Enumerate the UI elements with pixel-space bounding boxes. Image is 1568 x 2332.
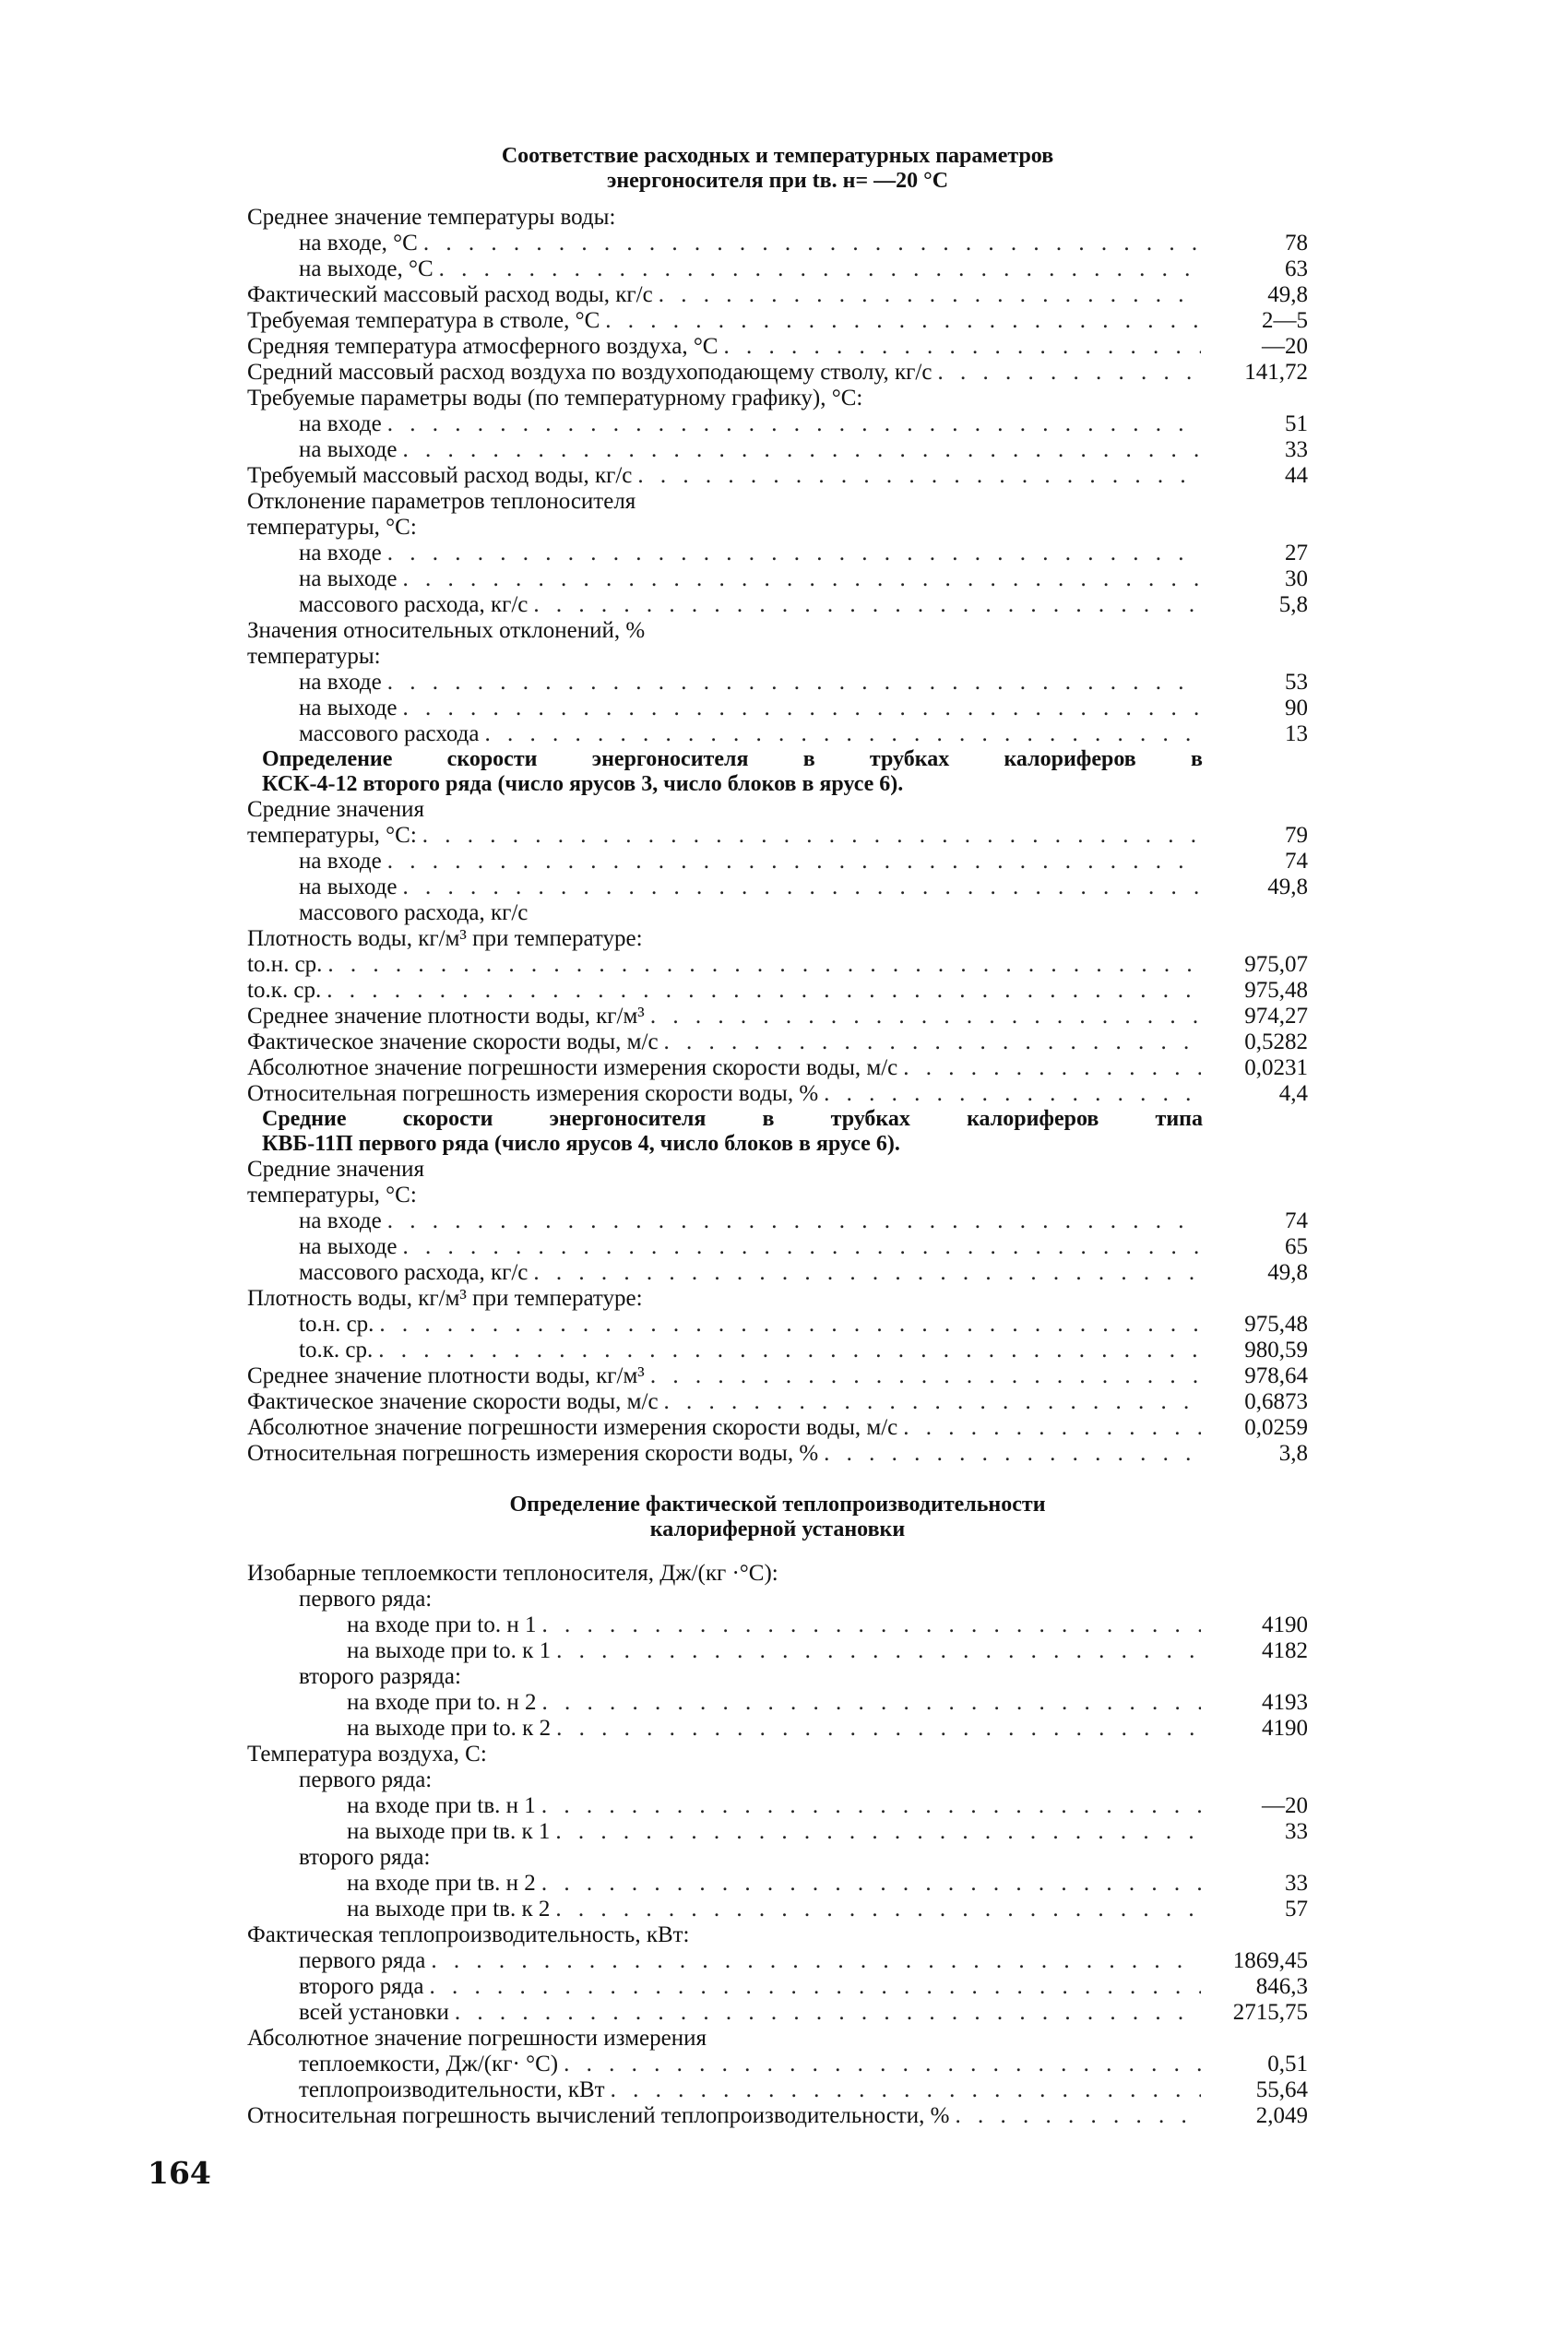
row-label: Изобарные теплоемкости теплоносителя, Дж/(кг ·°С):	[247, 1561, 778, 1586]
section1-title: Соответствие расходных и температурных параметров	[501, 144, 1054, 168]
dot-leader	[664, 1029, 1201, 1055]
row-value: 975,48	[1244, 978, 1308, 1003]
dot-leader	[387, 849, 1201, 874]
dot-leader	[402, 437, 1201, 463]
dot-leader	[429, 1974, 1201, 2000]
row-value: 0,0231	[1244, 1055, 1308, 1080]
table-row	[247, 1260, 1308, 1286]
row-label: на входе при tо. н 1	[347, 1612, 537, 1637]
table-row	[247, 256, 1308, 282]
dot-leader	[533, 1260, 1201, 1286]
dot-leader	[611, 2077, 1201, 2103]
table-row	[247, 1208, 1308, 1234]
table-row	[247, 2000, 1308, 2026]
row-label: Абсолютное значение погрешности измерения	[247, 2026, 707, 2051]
row-label: на входе	[299, 1208, 382, 1233]
table-row	[247, 670, 1308, 696]
dot-leader	[564, 2052, 1201, 2077]
spacer	[247, 194, 1308, 205]
row-label: первого ряда:	[299, 1587, 433, 1612]
row-value: —20	[1262, 334, 1308, 359]
dot-leader	[824, 1081, 1201, 1107]
section3-title-line1: Средние скорости энергоносителя в трубках калориферов типа	[262, 1107, 1203, 1131]
row-label: Относительная погрешность измерения скорости воды, %	[247, 1441, 819, 1466]
row-value: 3,8	[1278, 1441, 1308, 1466]
dot-leader	[664, 1389, 1201, 1415]
table-row	[247, 696, 1308, 721]
dot-leader	[903, 1415, 1201, 1441]
table-row	[247, 978, 1308, 1004]
table-row	[247, 205, 1308, 231]
table-row	[247, 2026, 1308, 2052]
row-value: 78	[1285, 231, 1308, 256]
dot-leader	[824, 1441, 1201, 1467]
table-row	[247, 1638, 1308, 1664]
row-value: 974,27	[1244, 1004, 1308, 1029]
table-row	[247, 721, 1308, 747]
section3-rows	[247, 1157, 1308, 1467]
row-value: 0,5282	[1244, 1029, 1308, 1054]
dot-leader	[402, 696, 1201, 721]
row-label: tо.к. ср.	[247, 978, 322, 1003]
table-row	[247, 1793, 1308, 1819]
row-label: Температура воздуха, С:	[247, 1742, 487, 1767]
table-row	[247, 644, 1308, 670]
table-row	[247, 308, 1308, 334]
dot-leader	[903, 1055, 1201, 1081]
row-label: Средние значения	[247, 797, 425, 822]
dot-leader	[402, 874, 1201, 900]
row-value: 0,0259	[1244, 1415, 1308, 1440]
table-row	[247, 411, 1308, 437]
row-value: 65	[1285, 1234, 1308, 1259]
row-label: температуры, °С:	[247, 1183, 417, 1208]
table-row	[247, 1312, 1308, 1338]
table-row	[247, 1363, 1308, 1389]
dot-leader	[556, 1716, 1201, 1742]
row-value: 33	[1285, 1819, 1308, 1844]
dot-leader	[555, 1897, 1201, 1922]
table-row	[247, 1338, 1308, 1363]
table-row	[247, 566, 1308, 592]
row-value: 30	[1285, 566, 1308, 591]
row-value: 980,59	[1244, 1338, 1308, 1362]
section2-title-line1: Определение скорости энергоносителя в трубках калориферов в	[262, 747, 1203, 771]
table-row	[247, 1081, 1308, 1107]
table-row	[247, 1612, 1308, 1638]
table-row	[247, 2103, 1308, 2129]
row-label: Средние значения	[247, 1157, 425, 1182]
row-label: Среднее значение плотности воды, кг/м³	[247, 1004, 645, 1029]
table-row	[247, 1157, 1308, 1183]
table-row	[247, 926, 1308, 952]
table-row	[247, 2052, 1308, 2077]
table-row	[247, 1819, 1308, 1845]
row-label: температуры:	[247, 644, 381, 669]
row-value: 44	[1285, 463, 1308, 488]
table-row	[247, 1922, 1308, 1948]
dot-leader	[423, 231, 1201, 256]
row-label: массового расхода, кг/с	[299, 1260, 529, 1285]
dot-leader	[455, 2000, 1201, 2026]
row-label: на входе	[299, 849, 382, 874]
table-row	[247, 1948, 1308, 1974]
row-label: массового расхода, кг/с	[299, 900, 529, 925]
row-value: 975,07	[1244, 952, 1308, 977]
row-label: на выходе при tо. к 2	[347, 1716, 552, 1741]
page-number: 164	[148, 2155, 211, 2191]
section2-title-line2: КСК-4-12 второго ряда (число ярусов 3, число блоков в ярусе 6).	[262, 772, 904, 796]
dot-leader	[542, 1612, 1201, 1638]
row-label: Среднее значение температуры воды:	[247, 205, 616, 230]
row-value: 975,48	[1244, 1312, 1308, 1337]
table-row	[247, 900, 1308, 926]
row-value: 5,8	[1278, 592, 1308, 617]
row-value: 2—5	[1262, 308, 1308, 333]
row-label: на входе при tв. н 1	[347, 1793, 536, 1818]
row-value: 57	[1285, 1897, 1308, 1922]
table-row	[247, 1441, 1308, 1467]
row-value: 33	[1285, 437, 1308, 462]
row-label: Фактический массовый расход воды, кг/с	[247, 282, 653, 307]
table-row	[247, 618, 1308, 644]
section2-title	[262, 747, 1203, 797]
table-row	[247, 1389, 1308, 1415]
row-value: 4,4	[1278, 1081, 1308, 1106]
row-label: Средний массовый расход воздуха по воздухоподающему стволу, кг/с	[247, 360, 932, 385]
row-label: Относительная погрешность вычислений теплопроизводительности, %	[247, 2103, 950, 2128]
table-row	[247, 592, 1308, 618]
row-label: на входе	[299, 541, 382, 565]
row-value: 49,8	[1267, 1260, 1308, 1285]
dot-leader	[431, 1948, 1201, 1974]
table-row	[247, 360, 1308, 386]
dot-leader	[541, 1871, 1201, 1897]
row-label: второго ряда	[299, 1974, 424, 1999]
dot-leader	[378, 1338, 1201, 1363]
table-row	[247, 1561, 1308, 1587]
row-value: 4190	[1262, 1716, 1308, 1741]
table-row	[247, 231, 1308, 256]
dot-leader	[327, 978, 1201, 1004]
table-row	[247, 463, 1308, 489]
dot-leader	[327, 952, 1201, 978]
table-row	[247, 1974, 1308, 2000]
row-label: на входе, °С	[299, 231, 418, 256]
table-row	[247, 1767, 1308, 1793]
row-value: 846,3	[1255, 1974, 1308, 1999]
table-row	[247, 515, 1308, 541]
table-row	[247, 386, 1308, 411]
row-label: массового расхода	[299, 721, 480, 746]
row-label: на входе при tв. н 2	[347, 1871, 536, 1896]
row-label: теплопроизводительности, кВт	[299, 2077, 605, 2102]
dot-leader	[555, 1819, 1201, 1845]
table-row	[247, 489, 1308, 515]
row-label: первого ряда	[299, 1948, 426, 1973]
row-value: 49,8	[1267, 282, 1308, 307]
row-value: 49,8	[1267, 874, 1308, 899]
row-label: Средняя температура атмосферного воздуха, °С	[247, 334, 719, 359]
row-label: tо.н. ср.	[247, 952, 323, 977]
row-label: Абсолютное значение погрешности измерения скорости воды, м/с	[247, 1055, 898, 1080]
row-label: второго ряда:	[299, 1845, 431, 1870]
row-value: 74	[1285, 849, 1308, 874]
table-row	[247, 1004, 1308, 1029]
row-value: 27	[1285, 541, 1308, 565]
section1-rows	[247, 205, 1308, 747]
table-row	[247, 282, 1308, 308]
table-row	[247, 1845, 1308, 1871]
row-label: на выходе при tв. к 1	[347, 1819, 551, 1844]
row-label: на выходе, °С	[299, 256, 434, 281]
dot-leader	[556, 1638, 1201, 1664]
row-label: на выходе	[299, 696, 398, 720]
row-value: 4190	[1262, 1612, 1308, 1637]
row-value: 141,72	[1244, 360, 1308, 385]
table-row	[247, 1055, 1308, 1081]
row-label: массового расхода, кг/с	[299, 592, 529, 617]
section3-title-line2: КВБ-11П первого ряда (число ярусов 4, число блоков в ярусе 6).	[262, 1132, 900, 1156]
table-row	[247, 797, 1308, 823]
table-row	[247, 1415, 1308, 1441]
table-row	[247, 1587, 1308, 1612]
table-row	[247, 1286, 1308, 1312]
row-label: на выходе при tо. к 1	[347, 1638, 552, 1663]
table-row	[247, 952, 1308, 978]
row-label: температуры, °С:	[247, 823, 417, 848]
row-label: на выходе	[299, 874, 398, 899]
table-row	[247, 1871, 1308, 1897]
row-label: Фактическое значение скорости воды, м/с	[247, 1029, 659, 1054]
row-value: 1869,45	[1232, 1948, 1308, 1973]
row-label: Абсолютное значение погрешности измерения скорости воды, м/с	[247, 1415, 898, 1440]
table-row	[247, 2077, 1308, 2103]
row-value: 51	[1285, 411, 1308, 436]
row-value: 4193	[1262, 1690, 1308, 1715]
row-value: 0,51	[1267, 2052, 1308, 2076]
section4-title-line2: калориферной установки	[649, 1517, 906, 1541]
row-label: на выходе	[299, 566, 398, 591]
row-label: первого ряда:	[299, 1767, 433, 1792]
row-label: Плотность воды, кг/м³ при температуре:	[247, 926, 643, 951]
row-label: Относительная погрешность измерения скорости воды, %	[247, 1081, 819, 1106]
table-row	[247, 1897, 1308, 1922]
dot-leader	[637, 463, 1201, 489]
table-row	[247, 437, 1308, 463]
section1-subtitle: энергоносителя при tв. н= —20 °С	[606, 169, 949, 193]
row-label: tо.н. ср.	[299, 1312, 374, 1337]
row-label: Плотность воды, кг/м³ при температуре:	[247, 1286, 643, 1311]
row-label: температуры, °С:	[247, 515, 417, 540]
dot-leader	[533, 592, 1201, 618]
row-label: на входе при tо. н 2	[347, 1690, 537, 1715]
dot-leader	[956, 2103, 1202, 2129]
row-value: 13	[1285, 721, 1308, 746]
dot-leader	[937, 360, 1201, 386]
row-label: на входе	[299, 411, 382, 436]
row-label: Требуемые параметры воды (по температурному графику), °С:	[247, 386, 863, 410]
row-value: 53	[1285, 670, 1308, 695]
table-row	[247, 823, 1308, 849]
row-label: Требуемая температура в стволе, °С	[247, 308, 600, 333]
dot-leader	[724, 334, 1202, 360]
row-value: 74	[1285, 1208, 1308, 1233]
dot-leader	[402, 1234, 1201, 1260]
row-label: tо.к. ср.	[299, 1338, 374, 1362]
row-value: 90	[1285, 696, 1308, 720]
dot-leader	[387, 411, 1201, 437]
table-row	[247, 334, 1308, 360]
row-value: 0,6873	[1244, 1389, 1308, 1414]
dot-leader	[439, 256, 1201, 282]
table-row	[247, 1183, 1308, 1208]
row-label: на входе	[299, 670, 382, 695]
section4-title-line1: Определение фактической теплопроизводительности	[509, 1493, 1046, 1517]
table-row	[247, 1690, 1308, 1716]
dot-leader	[379, 1312, 1201, 1338]
dot-leader	[605, 308, 1201, 334]
row-label: Требуемый массовый расход воды, кг/с	[247, 463, 633, 488]
row-label: Фактическая теплопроизводительность, кВт:	[247, 1922, 690, 1947]
row-value: —20	[1262, 1793, 1308, 1818]
section4-rows	[247, 1561, 1308, 2129]
row-value: 4182	[1262, 1638, 1308, 1663]
table-row	[247, 849, 1308, 874]
row-label: на выходе	[299, 437, 398, 462]
row-value: 33	[1285, 1871, 1308, 1896]
dot-leader	[484, 721, 1201, 747]
row-value: 2,049	[1255, 2103, 1308, 2128]
row-label: всей установки	[299, 2000, 449, 2025]
page-content	[247, 144, 1308, 2129]
dot-leader	[387, 670, 1201, 696]
table-row	[247, 1716, 1308, 1742]
dot-leader	[650, 1363, 1201, 1389]
row-label: Значения относительных отклонений, %	[247, 618, 646, 643]
row-value: 978,64	[1244, 1363, 1308, 1388]
row-label: на выходе при tв. к 2	[347, 1897, 551, 1922]
row-label: Среднее значение плотности воды, кг/м³	[247, 1363, 645, 1388]
dot-leader	[650, 1004, 1201, 1029]
row-label: на выходе	[299, 1234, 398, 1259]
row-value: 2715,75	[1232, 2000, 1308, 2025]
dot-leader	[659, 282, 1201, 308]
dot-leader	[422, 823, 1201, 849]
row-value: 79	[1285, 823, 1308, 848]
dot-leader	[387, 541, 1201, 566]
row-label: Отклонение параметров теплоносителя	[247, 489, 636, 514]
row-value: 63	[1285, 256, 1308, 281]
table-row	[247, 541, 1308, 566]
table-row	[247, 1234, 1308, 1260]
dot-leader	[402, 566, 1201, 592]
row-label: второго разряда:	[299, 1664, 461, 1689]
table-row	[247, 1742, 1308, 1767]
row-label: теплоемкости, Дж/(кг· °С)	[299, 2052, 559, 2076]
dot-leader	[387, 1208, 1201, 1234]
row-label: Фактическое значение скорости воды, м/с	[247, 1389, 659, 1414]
table-row	[247, 1664, 1308, 1690]
dot-leader	[542, 1690, 1201, 1716]
section3-title	[262, 1107, 1203, 1157]
table-row	[247, 1029, 1308, 1055]
section2-rows	[247, 797, 1308, 1107]
dot-leader	[541, 1793, 1201, 1819]
table-row	[247, 874, 1308, 900]
row-value: 55,64	[1255, 2077, 1308, 2102]
